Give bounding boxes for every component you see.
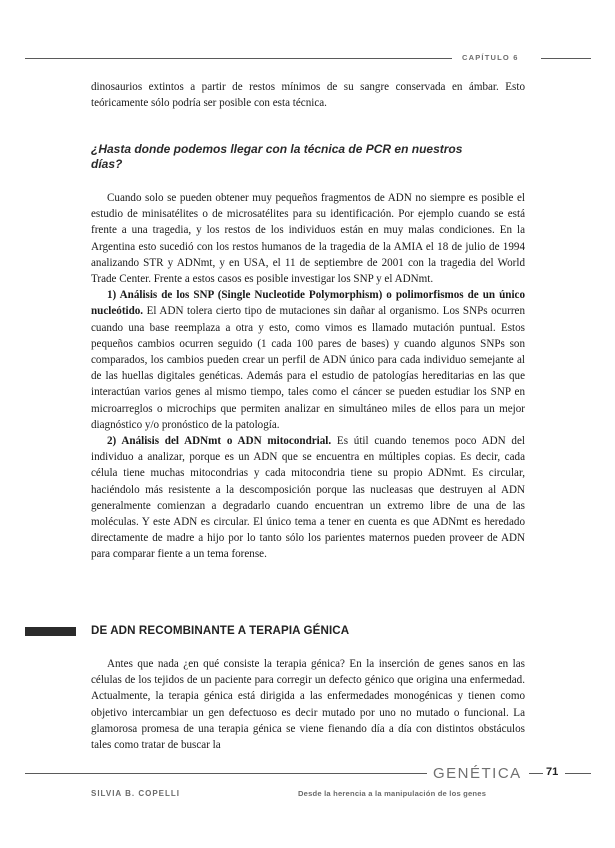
section-heading-pcr: ¿Hasta donde podemos llegar con la técnica de PCR en nuestros días? (91, 142, 463, 171)
footer-rule-right (565, 773, 591, 774)
intro-text: dinosaurios extintos a partir de restos mínimos de su sangre conservada en ámbar. Esto teóricamente sólo podría ser posible con esta técnica. (91, 81, 525, 110)
item-adnmt-title: 2) Análisis del ADNmt o ADN mitocondrial. (107, 435, 332, 448)
header-rule-right (541, 58, 591, 59)
item-snp (91, 287, 525, 433)
section1-body (91, 190, 525, 563)
section2-paragraph: Antes que nada ¿en qué consiste la terapia génica? En la inserción de genes sanos en las células de los tejidos de un paciente para corregir un defecto génico que origina una enfermedad. Actualmente, la terapia génica está dirigida a las enfermedades monogénicas y tienen como objetivo intercambiar un gen defectuoso es decir mutado por uno no mutado o funcional. La glamorosa promesa de una terapia génica se viene fienando día a día con distintos obstáculos tales como tratar de buscar la (91, 658, 525, 752)
header-rule (25, 58, 452, 59)
footer-rule-left (25, 773, 427, 774)
book-title: GENÉTICA (433, 765, 522, 782)
intro-paragraph (91, 79, 525, 111)
book-subtitle: Desde la herencia a la manipulación de los genes (298, 789, 487, 798)
chapter-label: CAPÍTULO 6 (462, 53, 519, 62)
author-name: SILVIA B. COPELLI (91, 789, 181, 798)
item-adnmt (91, 433, 525, 563)
footer-rule-mid (529, 773, 543, 774)
item-snp-text: El ADN tolera cierto tipo de mutaciones sin dañar al organismo. Los SNPs ocurren cuando una base reemplaza a otra y esto, como vimos es llamado mutación puntual. Estos pequeños cambios ocurren seguido (1 cada 100 pares de bases) y cuando algunos SNPs son comparados, los cambios pueden crear un perfil de ADN único para cada individuo semejante al de las huellas digitales genéticas. Además para el estudio de patologías hereditarias en las que interactúan varios genes al mismo tiempo, tales como el cáncer se pueden estudiar los SNP en microarreglos o microchips que permiten analizar en simultáneo miles de ellos para un mejor diagnóstico y/o pronóstico de la patología. (91, 305, 525, 431)
section-marker-bar (25, 627, 76, 636)
item-snp-title: 1) Análisis de los SNP (Single Nucleotide Polymorphism) o polimorfismos de un único nucleótido. (91, 289, 525, 318)
section-heading-terapia: DE ADN RECOMBINANTE A TERAPIA GÉNICA (91, 624, 350, 637)
section2-body (91, 656, 525, 753)
page-number: 71 (546, 766, 559, 778)
item-adnmt-text: Es útil cuando tenemos poco ADN del individuo a analizar, porque es un ADN que se encuentra en múltiples copias. Es decir, cada célula tiene muchas mitocondrias y cada mitocondria tiene su propio ADNmt. Es circular, haciéndolo más resistente a la descomposición porque las nucleasas que destruyen al ADN generalmente comienzan a degradarlo cuando encuentran un extremo libre de una de las moléculas. Y este ADN es circular. El único tema a tener en cuenta es que ADNmt es heredado directamente de madre a hijo por lo tanto sólo los parientes maternos pueden proveer de ADN para comparar fiente a un tema forense. (91, 435, 525, 561)
section1-paragraph: Cuando solo se pueden obtener muy pequeños fragmentos de ADN no siempre es posible el estudio de minisatélites o de microsatélites para su identificación. Por ejemplo cuando se está frente a una tragedia, y los restos de los individuos están en muy malas condiciones. En la Argentina esto sucedió con los restos humanos de la tragedia de la AMIA el 18 de julio de 1994 analizando STR y ADNmt, y en USA, el 11 de septiembre de 2001 con la tragedia del World Trade Center. Frente a estos casos es posible investigar los SNP y el ADNmt. (91, 192, 525, 286)
